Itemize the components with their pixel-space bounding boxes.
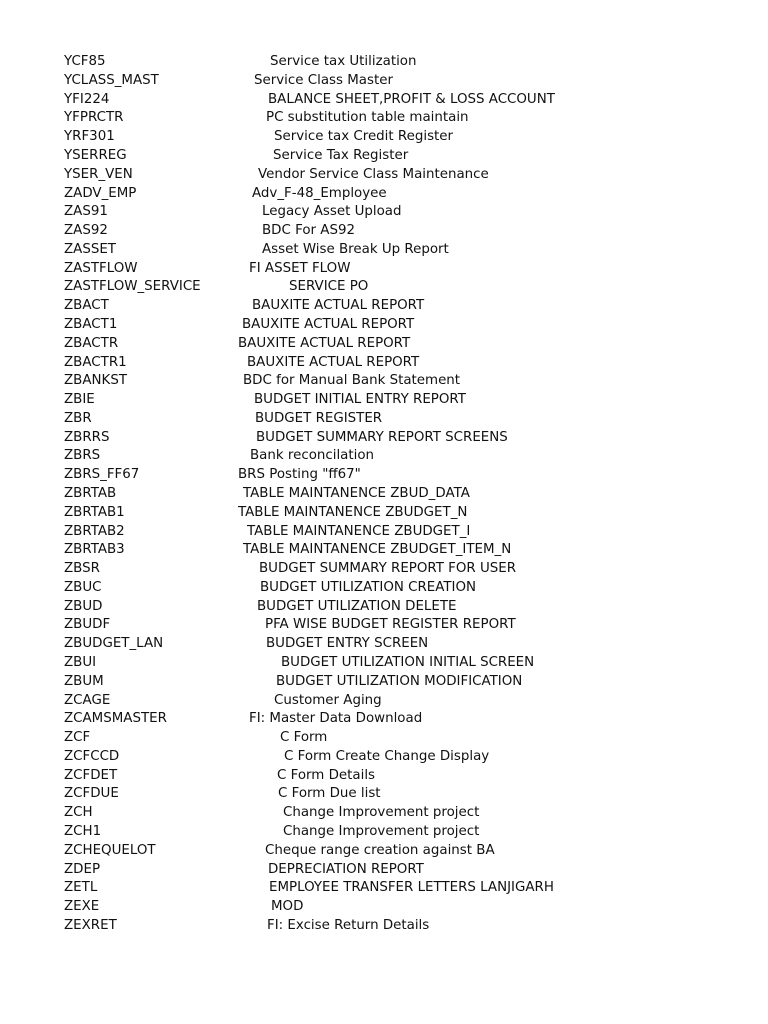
list-item — [0, 203, 768, 221]
transaction-description: BUDGET SUMMARY REPORT SCREENS — [256, 429, 508, 445]
transaction-description: BAUXITE ACTUAL REPORT — [238, 335, 411, 351]
list-item — [0, 466, 768, 484]
transaction-code: ZEXE — [64, 899, 100, 915]
transaction-description: MOD — [271, 899, 304, 915]
list-item — [0, 710, 768, 728]
transaction-description: Adv_F-48_Employee — [252, 185, 387, 201]
transaction-description: TABLE MAINTANENCE ZBUD_DATA — [243, 485, 470, 501]
transaction-code: ZCFCCD — [64, 748, 120, 764]
transaction-code: ZASSET — [64, 241, 116, 257]
transaction-code: ZBACT — [64, 298, 109, 314]
list-item — [0, 278, 768, 296]
transaction-description: FI: Excise Return Details — [267, 917, 430, 933]
transaction-description: BRS Posting "ff67" — [238, 467, 361, 483]
transaction-description: BAUXITE ACTUAL REPORT — [242, 316, 415, 332]
list-item — [0, 692, 768, 710]
transaction-code: ZBRTAB1 — [64, 504, 125, 520]
transaction-code: ZBRS — [64, 448, 101, 464]
list-item — [0, 861, 768, 879]
transaction-code: ZCFDUE — [64, 786, 119, 802]
transaction-description: BAUXITE ACTUAL REPORT — [247, 354, 420, 370]
list-item — [0, 410, 768, 428]
transaction-code: ZEXRET — [64, 917, 117, 933]
transaction-code: ZBUC — [64, 579, 102, 595]
transaction-code: ZCH1 — [64, 824, 102, 839]
transaction-code: ZBSR — [64, 561, 100, 577]
list-item — [0, 297, 768, 315]
transaction-description: SERVICE PO — [289, 279, 369, 295]
transaction-code: ZBACT1 — [64, 316, 118, 332]
list-item — [0, 654, 768, 672]
transaction-description: DEPRECIATION REPORT — [268, 861, 424, 877]
list-item — [0, 335, 768, 353]
list-item — [0, 91, 768, 109]
transaction-code: YSER_VEN — [64, 166, 133, 182]
transaction-description: Service Class Master — [254, 72, 393, 88]
list-item — [0, 523, 768, 541]
transaction-code: ZCF — [64, 730, 91, 746]
transaction-code: ZBRS_FF67 — [64, 467, 140, 483]
transaction-description: BUDGET INITIAL ENTRY REPORT — [254, 392, 466, 407]
transaction-code: ZBRTAB3 — [64, 542, 125, 558]
list-item — [0, 485, 768, 503]
transaction-code: ZBACTR — [64, 335, 119, 351]
list-item — [0, 804, 768, 822]
list-item — [0, 316, 768, 334]
transaction-description: Legacy Asset Upload — [262, 204, 402, 220]
transaction-description: Change Improvement project — [283, 824, 480, 839]
transaction-description: C Form — [280, 730, 328, 746]
list-item — [0, 823, 768, 841]
transaction-code: ZADV_EMP — [64, 185, 137, 201]
transaction-code: YFI224 — [64, 91, 110, 107]
transaction-code: ZBUDF — [64, 617, 111, 633]
list-item — [0, 128, 768, 146]
transaction-code: ZBACTR1 — [64, 354, 127, 370]
list-item — [0, 767, 768, 785]
transaction-code: ZAS92 — [64, 223, 108, 238]
transaction-code: ZBRTAB2 — [64, 523, 125, 539]
list-item — [0, 785, 768, 803]
list-item — [0, 429, 768, 447]
list-item — [0, 898, 768, 916]
transaction-description: BUDGET UTILIZATION DELETE — [257, 598, 457, 614]
list-item — [0, 673, 768, 691]
transaction-code: ZCFDET — [64, 767, 118, 783]
transaction-description: BUDGET SUMMARY REPORT FOR USER — [259, 561, 517, 577]
list-item — [0, 579, 768, 597]
transaction-code: ZBUM — [64, 673, 104, 689]
transaction-code: ZBIE — [64, 392, 95, 407]
transaction-description: Bank reconcilation — [250, 448, 375, 464]
transaction-description: BUDGET UTILIZATION INITIAL SCREEN — [281, 655, 535, 670]
transaction-code: ZDEP — [64, 861, 101, 877]
transaction-code: ZASTFLOW_SERVICE — [64, 279, 201, 295]
list-item — [0, 185, 768, 203]
list-item — [0, 260, 768, 278]
transaction-code: ZBRRS — [64, 429, 110, 445]
transaction-description: FI: Master Data Download — [249, 711, 423, 727]
transaction-description: C Form Due list — [278, 786, 381, 802]
list-item — [0, 842, 768, 860]
transaction-code: ZASTFLOW — [64, 260, 138, 276]
transaction-description: Vendor Service Class Maintenance — [258, 166, 489, 182]
transaction-code: YFPRCTR — [64, 110, 124, 126]
transaction-description: BDC for Manual Bank Statement — [243, 373, 461, 389]
transaction-description: Asset Wise Break Up Report — [262, 241, 449, 257]
list-item — [0, 354, 768, 372]
transaction-code: ZCAMSMASTER — [64, 711, 167, 727]
transaction-code: ZBUD — [64, 598, 103, 614]
list-item — [0, 447, 768, 465]
transaction-description: BUDGET ENTRY SCREEN — [266, 636, 429, 652]
list-item — [0, 541, 768, 559]
transaction-code: ZBR — [64, 410, 92, 426]
transaction-description: Service Tax Register — [273, 147, 409, 163]
transaction-description: BUDGET REGISTER — [255, 410, 383, 426]
transaction-code: ZAS91 — [64, 204, 108, 220]
transaction-description: FI ASSET FLOW — [249, 260, 351, 276]
transaction-code: ZCHEQUELOT — [64, 842, 156, 858]
list-item — [0, 147, 768, 165]
list-item — [0, 391, 768, 409]
list-item — [0, 635, 768, 653]
transaction-code: YSERREG — [64, 147, 127, 163]
list-item — [0, 222, 768, 240]
list-item — [0, 72, 768, 90]
transaction-code: ZCAGE — [64, 692, 111, 708]
transaction-code: ZBANKST — [64, 373, 127, 389]
transaction-description: C Form Details — [277, 767, 376, 783]
list-item — [0, 166, 768, 184]
transaction-description: Cheque range creation against BA — [265, 842, 495, 858]
list-item — [0, 748, 768, 766]
transaction-description: TABLE MAINTANENCE ZBUDGET_I — [247, 523, 471, 539]
transaction-description: BUDGET UTILIZATION MODIFICATION — [276, 673, 523, 689]
transaction-description: Service tax Utilization — [270, 54, 417, 69]
transaction-description: BALANCE SHEET,PROFIT & LOSS ACCOUNT — [268, 91, 555, 107]
transaction-code: ZBUI — [64, 655, 97, 670]
list-item — [0, 560, 768, 578]
transaction-code: ZBUDGET_LAN — [64, 636, 164, 652]
transaction-description: TABLE MAINTANENCE ZBUDGET_N — [238, 504, 468, 520]
transaction-description: PC substitution table maintain — [266, 110, 469, 126]
list-item — [0, 879, 768, 897]
transaction-description: BDC For AS92 — [262, 223, 355, 238]
transaction-description: BUDGET UTILIZATION CREATION — [260, 579, 477, 595]
transaction-description: Customer Aging — [274, 692, 382, 708]
transaction-description: BAUXITE ACTUAL REPORT — [252, 298, 425, 314]
transaction-description: PFA WISE BUDGET REGISTER REPORT — [265, 617, 516, 633]
transaction-code: ZBRTAB — [64, 485, 117, 501]
transaction-code: YRF301 — [64, 129, 115, 145]
list-item — [0, 616, 768, 634]
transaction-code: YCF85 — [64, 54, 106, 69]
list-item — [0, 504, 768, 522]
list-item — [0, 729, 768, 747]
list-item — [0, 53, 768, 71]
transaction-description: C Form Create Change Display — [284, 748, 490, 764]
transaction-code: YCLASS_MAST — [64, 72, 159, 88]
transaction-description: Change Improvement project — [283, 805, 480, 821]
list-item — [0, 241, 768, 259]
list-item — [0, 917, 768, 935]
transaction-description: Service tax Credit Register — [274, 129, 454, 145]
transaction-description: TABLE MAINTANENCE ZBUDGET_ITEM_N — [243, 542, 512, 558]
transaction-description: EMPLOYEE TRANSFER LETTERS LANJIGARH — [269, 880, 554, 896]
list-item — [0, 598, 768, 616]
transaction-code: ZCH — [64, 805, 93, 821]
list-item — [0, 109, 768, 127]
transaction-code: ZETL — [64, 880, 98, 896]
list-item — [0, 372, 768, 390]
